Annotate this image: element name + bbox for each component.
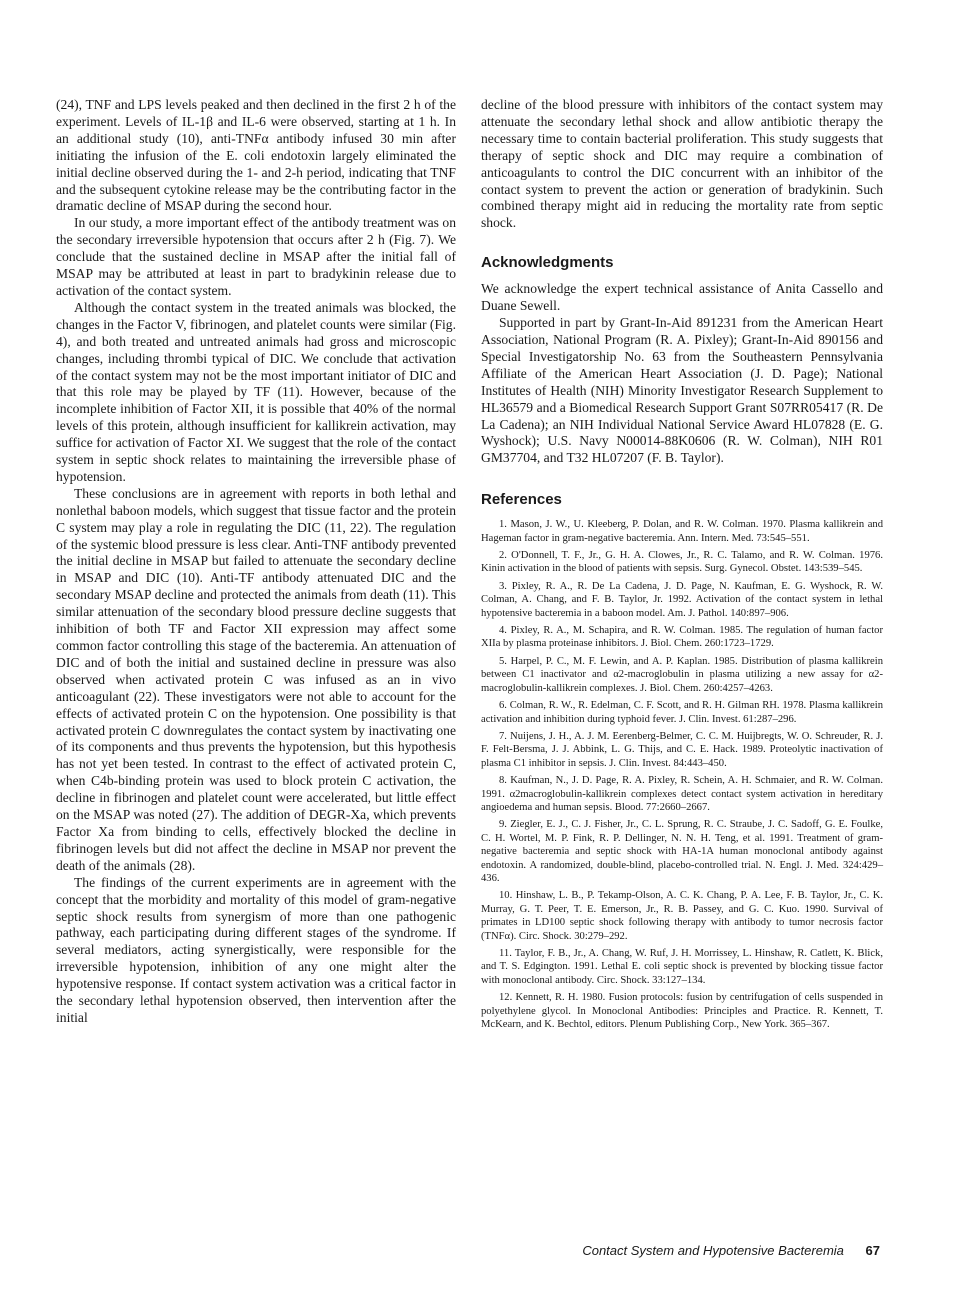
page-number: 67 xyxy=(865,1243,880,1258)
body-paragraph: decline of the blood pressure with inhibitors of the contact system may attenuate the secondary lethal shock and allow antibiotic therapy the necessary time to contain bacterial proliferation. This study suggests that therapy of septic shock and DIC may require a combination of anticoagulants to control the DIC concurrent with an inhibitor of the contact system to prevent the action or generation of bradykinin. Such combined therapy might aid in reducing the mortality rate from septic shock. xyxy=(481,97,883,231)
reference-list xyxy=(481,518,883,1031)
acknowledgments-heading: Acknowledgments xyxy=(481,254,614,272)
reference-item: 10. Hinshaw, L. B., P. Tekamp-Olson, A. C. K. Chang, P. A. Lee, F. B. Taylor, Jr., C. K. Murray, G. T. Peer, T. E. Emerson, Jr., R. B. Passey, and G. C. Kuo. 1990. Survival of primates in LD100 septic shock following therapy with antibody to tumor necrosis factor (TNFα). Circ. Shock. 30:279–292. xyxy=(481,890,883,942)
page-footer xyxy=(582,1243,880,1258)
body-paragraph: The findings of the current experiments are in agreement with the concept that the morbidity and mortality of this model of gram-negative septic shock results from synergism of more than one pathogenic pathway, each participating during different stages of the syndrome. If several mediators, acting synergistically, were responsible for the irreversible hypotension, inhibition of any one might alter the hypotensive response. If contact system activation was a critical factor in the secondary lethal hypotension observed, then intervention after the initial xyxy=(56,874,456,1025)
reference-item: 12. Kennett, R. H. 1980. Fusion protocols: fusion by centrifugation of cells suspended in polyethylene glycol. In Monoclonal Antibodies: Principles and Practice. R. Kennett, T. McKearn, and K. Bechtol, editors. Plenum Publishing Corp., New York. 365–367. xyxy=(481,992,883,1031)
running-title: Contact System and Hypotensive Bacteremia xyxy=(582,1243,844,1258)
reference-item: 3. Pixley, R. A., R. De La Cadena, J. D. Page, N. Kaufman, E. G. Wyshock, R. W. Colman, A. Chang, and F. B. Taylor, Jr. 1992. Activation of the contact system in lethal hypotensive bacteremia in a baboon model. Am. J. Pathol. 140:897–906. xyxy=(481,580,883,619)
reference-item: 6. Colman, R. W., R. Edelman, C. F. Scott, and R. H. Gilman RH. 1978. Plasma kallikrein activation and inhibition during typhoid fever. J. Clin. Invest. 61:287–296. xyxy=(481,700,883,725)
acknowledgments-paragraph: We acknowledge the expert technical assistance of Anita Cassello and Duane Sewell. xyxy=(481,281,883,314)
acknowledgments-paragraph: Supported in part by Grant-In-Aid 891231 from the American Heart Association, National Program (R. A. Pixley); Grant-In-Aid 890156 and Special Investigatorship No. 63 from the Southeastern Pennsylvania Affiliate of the American Heart Association (J. D. Page); National Institutes of Health (NIH) Minority Investigator Research Supplement to HL36579 and a Biomedical Research Support Grant S07RR05417 (R. De La Cadena); an NIH Individual National Service Award HL07828 (E. G. Wyshock); U.S. Navy N00014-88K0606 (R. W. Colman), NIH R01 GM37704, and T32 HL07207 (F. B. Taylor). xyxy=(481,315,883,466)
reference-item: 11. Taylor, F. B., Jr., A. Chang, W. Ruf, J. H. Morrissey, L. Hinshaw, R. Catlett, K. Blick, and T. S. Edgington. 1991. Lethal E. coli septic shock is prevented by blocking tissue factor with monoclonal antibody. Circ. Shock. 33:127–134. xyxy=(481,948,883,986)
reference-item: 5. Harpel, P. C., M. F. Lewin, and A. P. Kaplan. 1985. Distribution of plasma kallikrein between C1 inactivator and α2-macroglobulin in plasma utilizing a new assay for α2-macroglobulin-kallikrein complexes. J. Biol. Chem. 260:4257–4263. xyxy=(481,655,883,694)
reference-item: 2. O'Donnell, T. F., Jr., G. H. A. Clowes, Jr., R. C. Talamo, and R. W. Colman. 1976. Kinin activation in the blood of patients with sepsis. Surg. Gynecol. Obstet. 143:539–545. xyxy=(481,550,883,575)
right-column xyxy=(481,97,883,1035)
reference-item: 4. Pixley, R. A., M. Schapira, and R. W. Colman. 1985. The regulation of human factor XIIa by plasma proteinase inhibitors. J. Biol. Chem. 260:1723–1729. xyxy=(481,625,883,650)
body-paragraph: Although the contact system in the treated animals was blocked, the changes in the Factor V, fibrinogen, and platelet counts were similar (Fig. 4), and both treated and untreated animals had gross and microscopic changes, including thrombi typical of DIC. We conclude that activation of the contact system may not be the most important initiator of DIC and that this role may be played by TF (11). However, because of the incomplete inhibition of Factor XII, it is possible that 40% of the normal levels of this protein, although insufficient for kallikrein activation, may suffice for activation of Factor XI. We suggest that the role of the contact system in septic shock relates to maintaining the irreversible phase of hypotension. xyxy=(56,299,456,484)
left-column xyxy=(56,97,456,1027)
body-paragraph: (24), TNF and LPS levels peaked and then declined in the first 2 h of the experiment. Levels of IL-1β and IL-6 were observed, starting at 1 h. In an additional study (10), anti-TNFα antibody infused 30 min after initiating the infusion of the E. coli endotoxin largely eliminated the initial decline observed during the 1- and 2-h period, indicating that TNF and the subsequent cytokine release may be the contributing factor in the dramatic decline of MSAP during the second hour. xyxy=(56,97,456,214)
reference-item: 9. Ziegler, E. J., C. J. Fisher, Jr., C. L. Sprung, R. C. Straube, J. C. Sadoff, G. E. Foulke, C. H. Wortel, M. P. Fink, R. P. Dellinger, N. N. H. Teng, et al. 1991. Treatment of gram-negative bacteremia and septic shock with HA-1A human monoclonal antibody against endotoxin. A randomized, double-blind, placebo-controlled trial. N. Engl. J. Med. 324:429–436. xyxy=(481,819,883,884)
body-paragraph: In our study, a more important effect of the antibody treatment was on the secondary irreversible hypotension that occurs after 2 h (Fig. 7). We conclude that the sustained decline in MSAP after the initial fall of MSAP may be attributed at least in part to bradykinin release due to activation of the contact system. xyxy=(56,215,456,298)
reference-item: 1. Mason, J. W., U. Kleeberg, P. Dolan, and R. W. Colman. 1970. Plasma kallikrein and Hageman factor in gram-negative bacteremia. Ann. Intern. Med. 73:545–551. xyxy=(481,519,883,544)
reference-item: 8. Kaufman, N., J. D. Page, R. A. Pixley, R. Schein, A. H. Schmaier, and R. W. Colman. 1991. α2macroglobulin-kallikrein complexes detect contact system activation in hereditary angioedema and human sepsis. Blood. 77:2660–2667. xyxy=(481,775,883,813)
reference-item: 7. Nuijens, J. H., A. J. M. Eerenberg-Belmer, C. C. M. Huijbregts, W. O. Schreuder, R. J. F. Felt-Bersma, J. J. Abbink, L. G. Thijs, and C. E. Hack. 1989. Proteolytic inactivation of plasma C1 inhibitor in sepsis. J. Clin. Invest. 84:443–450. xyxy=(481,730,883,769)
references-heading: References xyxy=(481,491,562,509)
body-paragraph: These conclusions are in agreement with reports in both lethal and nonlethal baboon models, which suggest that tissue factor and the protein C system may play a role in regulating the DIC (11, 22). The regulation of the systemic blood pressure is less clear. Anti-TNF antibody prevented the initial decline in MSAP but failed to attenuate the secondary decline in MSAP and DIC (10). Anti-TF antibody attenuated DIC and the secondary MSAP decline and protected the animals from death (11). This similar attenuation of the secondary blood pressure decline suggests that inhibition of both TF and Factor XII expression may affect some common factor controlling this stage of the bacteremia. An attenuation of DIC and of both the initial and sustained decline in pressure was also observed when activated protein C was infused as an in vivo anticoagulant (22). These investigators were not able to account for the effects of activated protein C on the hypotension. One possibility is that activated protein C downregulates the contact system by inactivating one of its components and thus prevents the hypotension, but this hypothesis has not yet been tested. In contrast to the effect of activated protein C, when C4b-binding protein was used to block protein C activation, the decline in fibrinogen and platelet count were accelerated, but little effect on the MSAP was noted (27). The addition of DEGR-Xa, which prevents Factor Xa from binding to cells, effectively blocked the decline in fibrinogen levels but did not affect the decline in MSAP nor prevent the death of the animals (28). xyxy=(56,485,456,873)
